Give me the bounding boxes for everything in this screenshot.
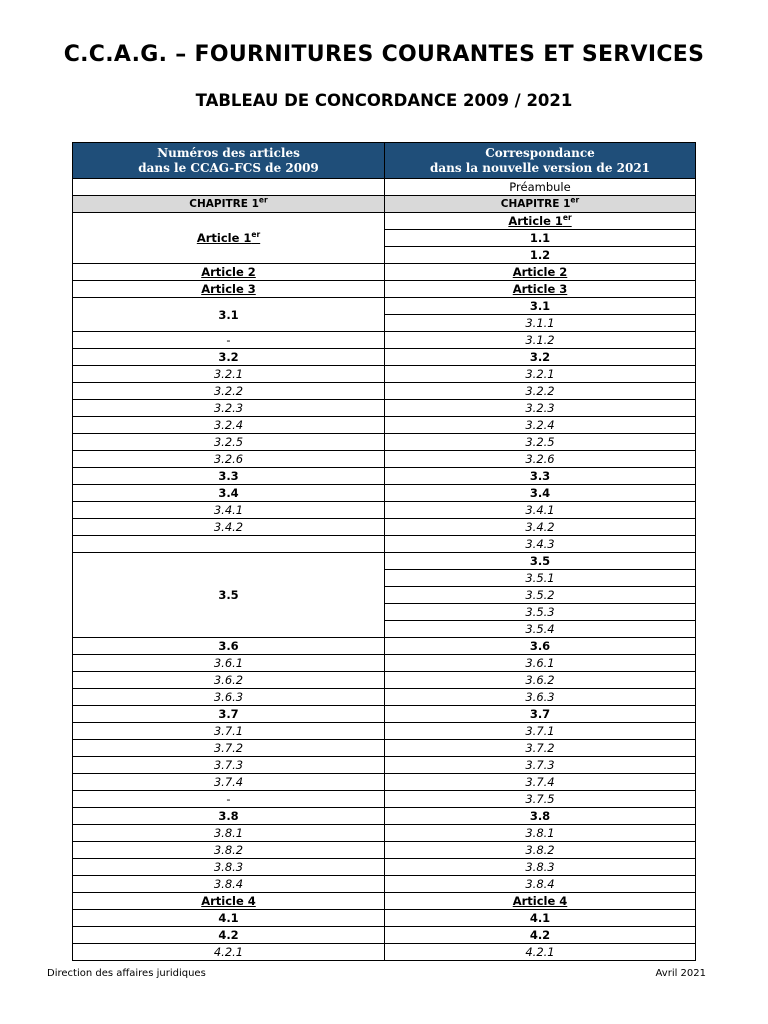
cell-2021: 3.7.5 (385, 791, 696, 808)
cell-2009: 3.2.4 (73, 417, 385, 434)
cell-2009: 3.2 (73, 349, 385, 366)
cell-2021: 4.1 (385, 910, 696, 927)
table-row (73, 655, 696, 672)
cell-2021: Article 2 (385, 264, 696, 281)
concordance-table (72, 142, 696, 961)
table-row (73, 519, 696, 536)
chapter-label: CHAPITRE 1 (500, 198, 571, 210)
cell-2021: 3.1 (385, 298, 696, 315)
cell-2021: 3.8 (385, 808, 696, 825)
table-row (73, 791, 696, 808)
ordinal-suffix: er (251, 230, 261, 240)
cell-2009: 3.8.2 (73, 842, 385, 859)
cell-2021: 3.2.2 (385, 383, 696, 400)
cell-2009: 3.4.2 (73, 519, 385, 536)
header-2009-line2: dans le CCAG-FCS de 2009 (138, 160, 319, 175)
cell-2021: 3.4 (385, 485, 696, 502)
cell-2021: 3.5.3 (385, 604, 696, 621)
table-row (73, 672, 696, 689)
table-row (73, 757, 696, 774)
cell-2021: 3.2.5 (385, 434, 696, 451)
cell-2021: Article 3 (385, 281, 696, 298)
table-row (73, 723, 696, 740)
cell-2021: 3.4.3 (385, 536, 696, 553)
table-row (73, 298, 696, 315)
cell-2021: 3.5.1 (385, 570, 696, 587)
cell-2021 (385, 196, 696, 213)
table-row (73, 808, 696, 825)
table-row (73, 417, 696, 434)
cell-2009: 4.2 (73, 927, 385, 944)
cell-2009: 3.6.2 (73, 672, 385, 689)
table-row (73, 927, 696, 944)
cell-2009: 3.7.3 (73, 757, 385, 774)
chapter-label: CHAPITRE 1 (189, 198, 259, 210)
table-row (73, 485, 696, 502)
cell-2021: 3.5 (385, 553, 696, 570)
table-row (73, 859, 696, 876)
cell-2021: 3.2.4 (385, 417, 696, 434)
cell-2021: 3.1.1 (385, 315, 696, 332)
cell-2021: 3.8.2 (385, 842, 696, 859)
cell-2021: Article 4 (385, 893, 696, 910)
cell-2021: 3.5.2 (385, 587, 696, 604)
table-row (73, 434, 696, 451)
table-row (73, 400, 696, 417)
cell-2021: 3.4.1 (385, 502, 696, 519)
header-2021 (385, 143, 696, 179)
cell-2021: 3.8.1 (385, 825, 696, 842)
header-2021-line2: dans la nouvelle version de 2021 (429, 160, 651, 175)
cell-2009: 3.2.6 (73, 451, 385, 468)
table-row (73, 332, 696, 349)
cell-2021: 3.6 (385, 638, 696, 655)
cell-2021: 3.2 (385, 349, 696, 366)
table-row (73, 842, 696, 859)
cell-2009: 3.2.5 (73, 434, 385, 451)
cell-2021: 3.7.4 (385, 774, 696, 791)
table-row (73, 349, 696, 366)
cell-2009: 3.8.1 (73, 825, 385, 842)
cell-2009: 3.5 (73, 553, 385, 638)
cell-2021: 3.7.1 (385, 723, 696, 740)
cell-2009: 3.4.1 (73, 502, 385, 519)
cell-2021: 3.3 (385, 468, 696, 485)
cell-2021: 3.2.3 (385, 400, 696, 417)
cell-2009-empty (73, 536, 385, 553)
table-row (73, 366, 696, 383)
table-row (73, 553, 696, 570)
cell-2009: 3.8.3 (73, 859, 385, 876)
document-title: C.C.A.G. – FOURNITURES COURANTES ET SERVICES (63, 42, 705, 67)
cell-2021: 3.4.2 (385, 519, 696, 536)
cell-2021 (385, 213, 696, 230)
cell-2021: 3.1.2 (385, 332, 696, 349)
cell-2009: 3.3 (73, 468, 385, 485)
article-label: Article 1 (196, 231, 252, 245)
header-2009 (73, 143, 385, 179)
cell-2021: 3.8.3 (385, 859, 696, 876)
cell-2009: 3.4 (73, 485, 385, 502)
cell-2009: 3.7.4 (73, 774, 385, 791)
ordinal-suffix: er (570, 195, 580, 205)
cell-2009 (73, 196, 385, 213)
table-row (73, 876, 696, 893)
cell-2021: 1.1 (385, 230, 696, 247)
cell-2021: 3.7 (385, 706, 696, 723)
cell-2009: 3.7 (73, 706, 385, 723)
article-label: Article 1 (508, 214, 563, 228)
table-row (73, 451, 696, 468)
ordinal-suffix: er (258, 195, 268, 205)
table-row (73, 281, 696, 298)
table-row (73, 774, 696, 791)
cell-2021: Préambule (385, 179, 696, 196)
cell-2021: 3.6.3 (385, 689, 696, 706)
table-row (73, 706, 696, 723)
cell-2009: 3.2.1 (73, 366, 385, 383)
table-row (73, 893, 696, 910)
table-row (73, 944, 696, 961)
cell-2009: 3.1 (73, 298, 385, 332)
cell-2009: 3.6.1 (73, 655, 385, 672)
cell-2009: Article 3 (73, 281, 385, 298)
cell-2009: 4.2.1 (73, 944, 385, 961)
table-row (73, 910, 696, 927)
table-row (73, 740, 696, 757)
cell-2009: 3.7.2 (73, 740, 385, 757)
cell-2021: 4.2.1 (385, 944, 696, 961)
cell-2021: 3.5.4 (385, 621, 696, 638)
cell-2009: 3.6 (73, 638, 385, 655)
cell-2021: 3.7.2 (385, 740, 696, 757)
table-row (73, 638, 696, 655)
cell-2021: 3.6.1 (385, 655, 696, 672)
cell-2009: 3.2.3 (73, 400, 385, 417)
table-row (73, 536, 696, 553)
footer-department: Direction des affaires juridiques (47, 968, 206, 979)
table-row (73, 468, 696, 485)
cell-2021: 3.6.2 (385, 672, 696, 689)
cell-2009: 3.6.3 (73, 689, 385, 706)
table-row (73, 383, 696, 400)
cell-2009-empty (73, 179, 385, 196)
ordinal-suffix: er (562, 213, 572, 223)
cell-2021: 3.2.1 (385, 366, 696, 383)
document-subtitle: TABLEAU DE CONCORDANCE 2009 / 2021 (195, 91, 573, 110)
table-row (73, 179, 696, 196)
table-header-row (73, 143, 696, 179)
header-2009-line1: Numéros des articles (157, 145, 300, 160)
cell-2021: 3.7.3 (385, 757, 696, 774)
footer-date: Avril 2021 (655, 968, 706, 979)
cell-2009: Article 2 (73, 264, 385, 281)
cell-2009: 4.1 (73, 910, 385, 927)
cell-2009: - (73, 791, 385, 808)
table-row (73, 213, 696, 230)
cell-2009 (73, 213, 385, 264)
table-row (73, 689, 696, 706)
cell-2021: 1.2 (385, 247, 696, 264)
cell-2009: Article 4 (73, 893, 385, 910)
cell-2021: 3.8.4 (385, 876, 696, 893)
chapter-row (73, 196, 696, 213)
table-row (73, 264, 696, 281)
header-2021-line1: Correspondance (485, 145, 595, 160)
cell-2009: - (73, 332, 385, 349)
table-row (73, 825, 696, 842)
cell-2009: 3.8 (73, 808, 385, 825)
cell-2009: 3.2.2 (73, 383, 385, 400)
table-row (73, 502, 696, 519)
cell-2021: 3.2.6 (385, 451, 696, 468)
cell-2009: 3.7.1 (73, 723, 385, 740)
cell-2009: 3.8.4 (73, 876, 385, 893)
cell-2021: 4.2 (385, 927, 696, 944)
